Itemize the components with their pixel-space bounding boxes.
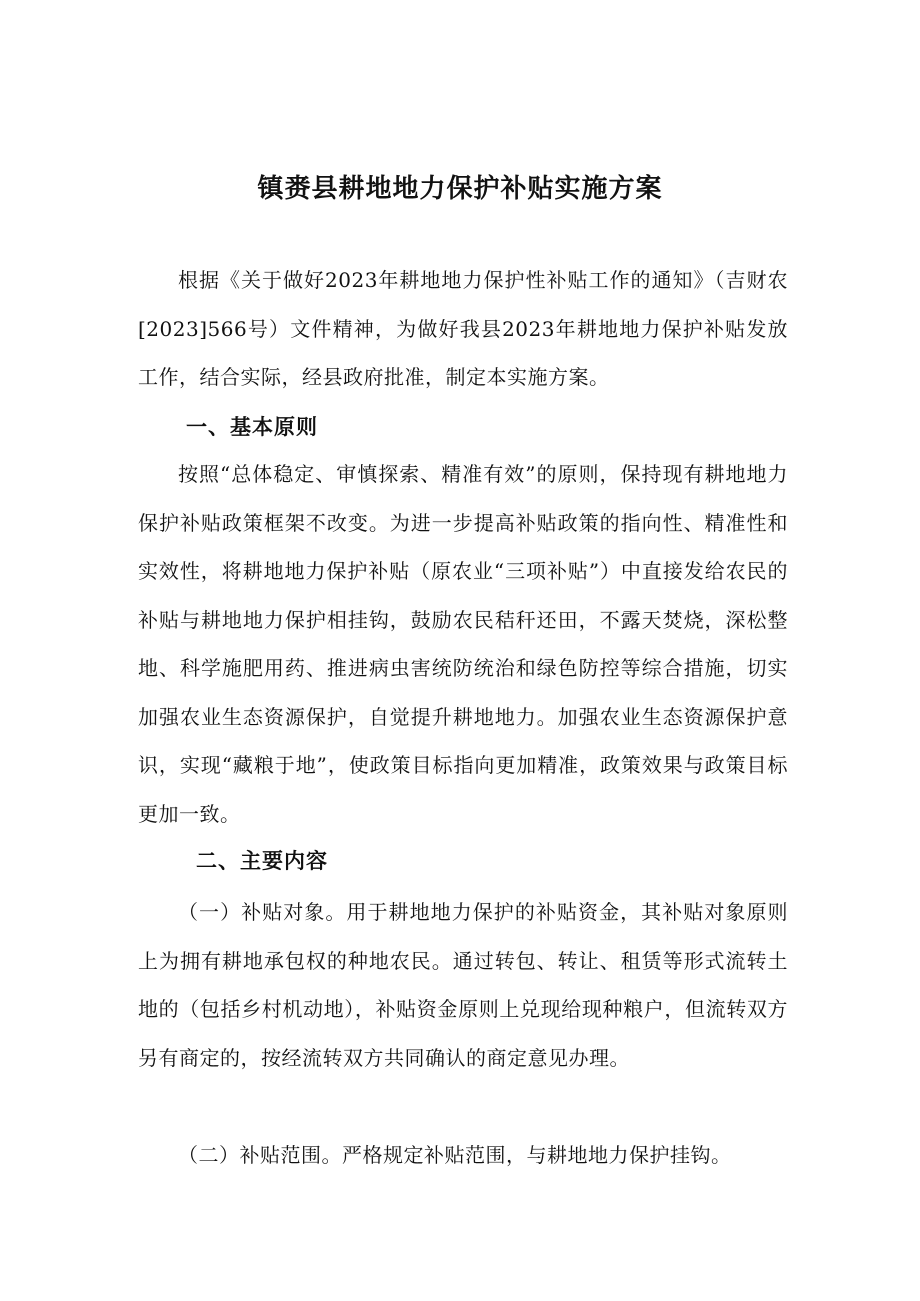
basic-principles-paragraph: 按照“总体稳定、审慎探索、精准有效”的原则，保持现有耕地地力保护补贴政策框架不改变。为进一步提高补贴政策的指向性、精准性和实效性，将耕地地力保护补贴（原农业“三项补贴”）中直接发给农民的补贴与耕地地力保护相挂钩，鼓励农民秸秆还田，不露天焚烧，深松整地、科学施肥用药、推进病虫害统防统治和绿色防控等综合措施，切实加强农业生态资源保护，自觉提升耕地地力。加强农业生态资源保护意识，实现“藏粮于地”，使政策目标指向更加精准，政策效果与政策目标更加一致。 [138,462,788,826]
section-heading-main-content: 二、主要内容 [196,849,328,873]
section-heading-basic-principles: 一、基本原则 [186,415,318,439]
document-title: 镇赉县耕地地力保护补贴实施方案 [257,174,663,204]
intro-paragraph: 根据《关于做好2023年耕地地力保护性补贴工作的通知》（吉财农[2023]566号）文件精神，为做好我县2023年耕地地力保护补贴发放工作，结合实际，经县政府批准，制定本实施方案。 [138,268,788,389]
subsidy-target-paragraph: （一）补贴对象。用于耕地地力保护的补贴资金，其补贴对象原则上为拥有耕地承包权的种地农民。通过转包、转让、租赁等形式流转土地的（包括乡村机动地），补贴资金原则上兑现给现种粮户，但流转双方另有商定的，按经流转双方共同确认的商定意见办理。 [138,900,788,1070]
subsidy-scope-paragraph: （二）补贴范围。严格规定补贴范围，与耕地地力保护挂钩。 [178,1143,732,1167]
